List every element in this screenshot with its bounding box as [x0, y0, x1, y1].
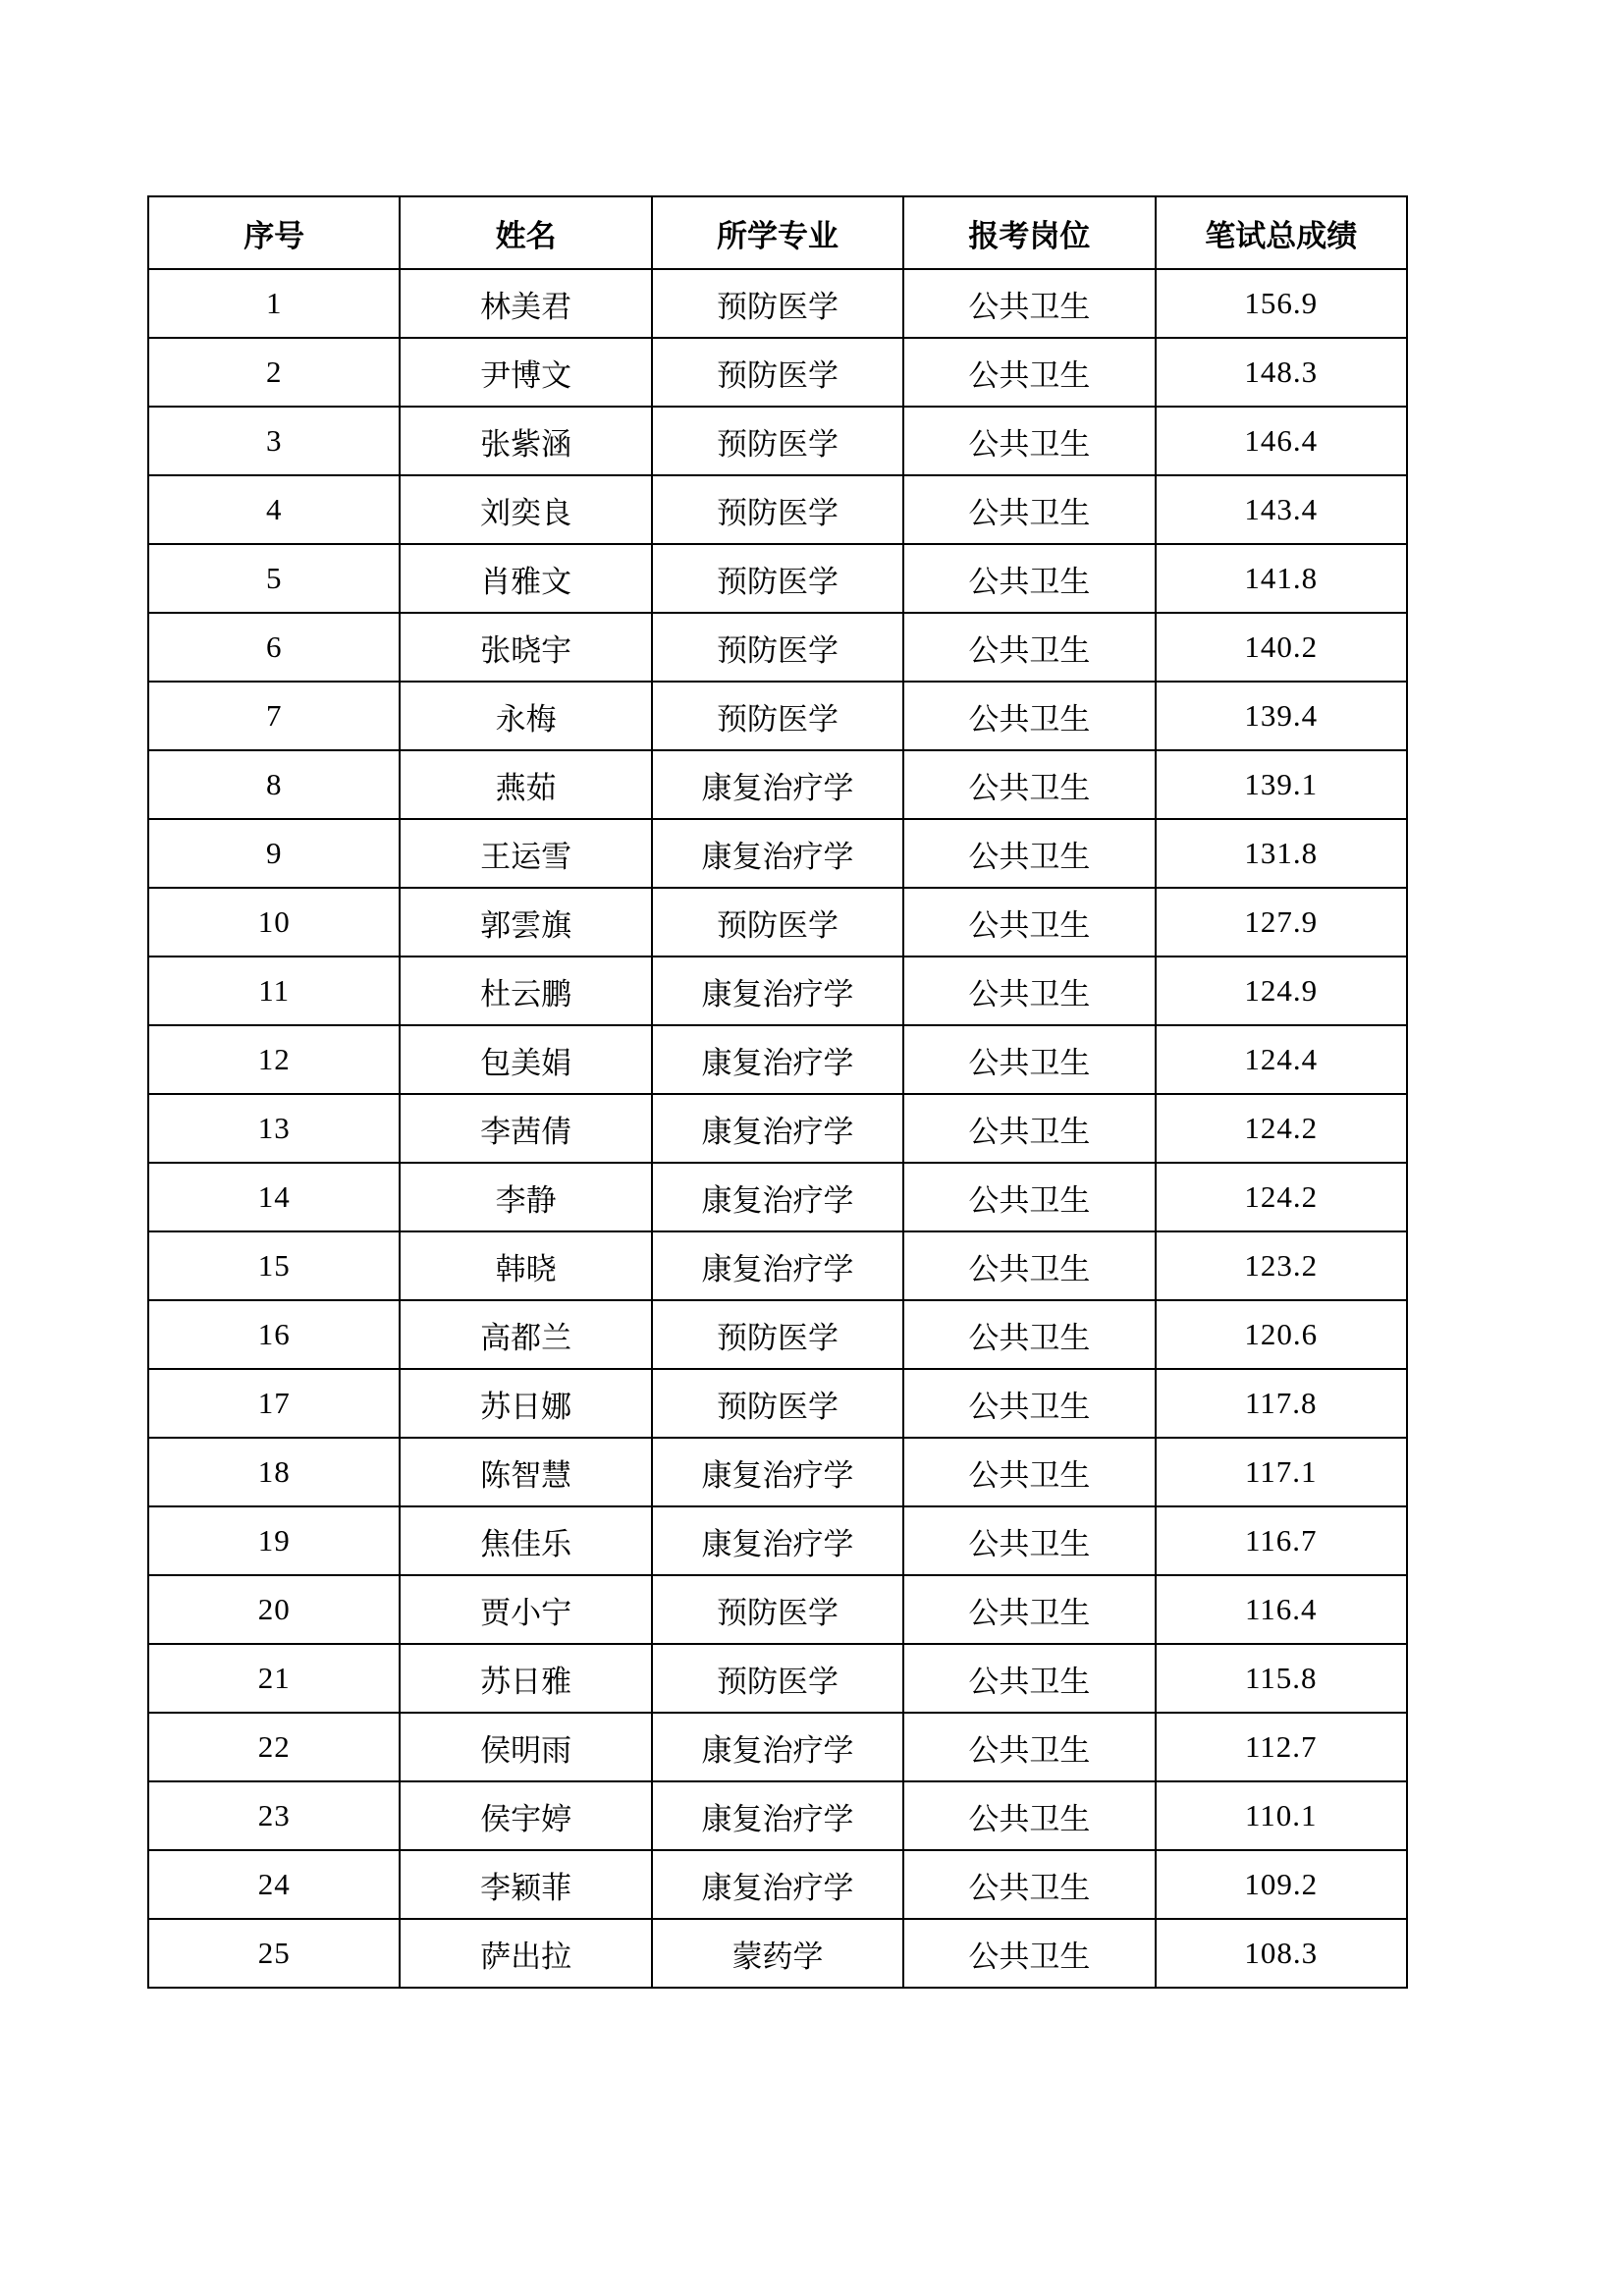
- cell-position: 公共卫生: [903, 1644, 1155, 1713]
- cell-major: 康复治疗学: [652, 1850, 903, 1919]
- cell-score: 139.4: [1156, 682, 1407, 750]
- cell-major: 预防医学: [652, 407, 903, 475]
- header-index: 序号: [148, 196, 400, 269]
- cell-major: 预防医学: [652, 475, 903, 544]
- table-body: [148, 269, 1407, 1988]
- cell-index: 15: [148, 1231, 400, 1300]
- header-name: 姓名: [400, 196, 651, 269]
- cell-position: 公共卫生: [903, 1231, 1155, 1300]
- table-row: [148, 1713, 1407, 1781]
- cell-index: 1: [148, 269, 400, 338]
- cell-index: 12: [148, 1025, 400, 1094]
- cell-score: 109.2: [1156, 1850, 1407, 1919]
- cell-position: 公共卫生: [903, 613, 1155, 682]
- cell-name: 侯明雨: [400, 1713, 651, 1781]
- table-row: [148, 1369, 1407, 1438]
- table-row: [148, 1644, 1407, 1713]
- table-row: [148, 269, 1407, 338]
- cell-name: 李静: [400, 1163, 651, 1231]
- cell-name: 永梅: [400, 682, 651, 750]
- cell-major: 康复治疗学: [652, 957, 903, 1025]
- table-row: [148, 1506, 1407, 1575]
- cell-major: 预防医学: [652, 888, 903, 957]
- cell-position: 公共卫生: [903, 1919, 1155, 1988]
- cell-name: 陈智慧: [400, 1438, 651, 1506]
- cell-position: 公共卫生: [903, 269, 1155, 338]
- cell-name: 苏日雅: [400, 1644, 651, 1713]
- cell-index: 25: [148, 1919, 400, 1988]
- cell-index: 23: [148, 1781, 400, 1850]
- cell-major: 预防医学: [652, 544, 903, 613]
- cell-position: 公共卫生: [903, 338, 1155, 407]
- cell-score: 156.9: [1156, 269, 1407, 338]
- cell-score: 120.6: [1156, 1300, 1407, 1369]
- cell-name: 苏日娜: [400, 1369, 651, 1438]
- cell-name: 杜云鹏: [400, 957, 651, 1025]
- cell-major: 预防医学: [652, 1644, 903, 1713]
- cell-name: 王运雪: [400, 819, 651, 888]
- header-position: 报考岗位: [903, 196, 1155, 269]
- cell-index: 6: [148, 613, 400, 682]
- cell-position: 公共卫生: [903, 1781, 1155, 1850]
- cell-name: 包美娟: [400, 1025, 651, 1094]
- table-row: [148, 1850, 1407, 1919]
- cell-major: 预防医学: [652, 338, 903, 407]
- cell-index: 21: [148, 1644, 400, 1713]
- cell-name: 李茜倩: [400, 1094, 651, 1163]
- cell-index: 4: [148, 475, 400, 544]
- cell-major: 蒙药学: [652, 1919, 903, 1988]
- table-row: [148, 475, 1407, 544]
- table-row: [148, 613, 1407, 682]
- table-row: [148, 1025, 1407, 1094]
- cell-index: 5: [148, 544, 400, 613]
- cell-score: 140.2: [1156, 613, 1407, 682]
- cell-index: 17: [148, 1369, 400, 1438]
- cell-index: 19: [148, 1506, 400, 1575]
- cell-index: 16: [148, 1300, 400, 1369]
- cell-score: 146.4: [1156, 407, 1407, 475]
- cell-position: 公共卫生: [903, 1300, 1155, 1369]
- cell-major: 康复治疗学: [652, 750, 903, 819]
- cell-score: 123.2: [1156, 1231, 1407, 1300]
- cell-name: 萨出拉: [400, 1919, 651, 1988]
- cell-position: 公共卫生: [903, 1575, 1155, 1644]
- cell-score: 108.3: [1156, 1919, 1407, 1988]
- cell-position: 公共卫生: [903, 682, 1155, 750]
- cell-major: 预防医学: [652, 1300, 903, 1369]
- cell-major: 康复治疗学: [652, 1025, 903, 1094]
- table-row: [148, 682, 1407, 750]
- cell-major: 预防医学: [652, 682, 903, 750]
- cell-score: 112.7: [1156, 1713, 1407, 1781]
- cell-index: 22: [148, 1713, 400, 1781]
- table-row: [148, 1163, 1407, 1231]
- table-row: [148, 544, 1407, 613]
- cell-name: 韩晓: [400, 1231, 651, 1300]
- cell-score: 115.8: [1156, 1644, 1407, 1713]
- table-row: [148, 1919, 1407, 1988]
- cell-index: 24: [148, 1850, 400, 1919]
- cell-major: 预防医学: [652, 269, 903, 338]
- cell-name: 张晓宇: [400, 613, 651, 682]
- cell-position: 公共卫生: [903, 544, 1155, 613]
- cell-name: 刘奕良: [400, 475, 651, 544]
- cell-name: 郭雲旗: [400, 888, 651, 957]
- cell-position: 公共卫生: [903, 1163, 1155, 1231]
- cell-major: 预防医学: [652, 1369, 903, 1438]
- cell-name: 高都兰: [400, 1300, 651, 1369]
- table-row: [148, 1781, 1407, 1850]
- cell-score: 148.3: [1156, 338, 1407, 407]
- table-row: [148, 1094, 1407, 1163]
- table-row: [148, 750, 1407, 819]
- cell-position: 公共卫生: [903, 1850, 1155, 1919]
- cell-score: 139.1: [1156, 750, 1407, 819]
- cell-index: 13: [148, 1094, 400, 1163]
- score-table: [147, 195, 1408, 1989]
- cell-score: 117.1: [1156, 1438, 1407, 1506]
- cell-score: 124.4: [1156, 1025, 1407, 1094]
- cell-name: 李颖菲: [400, 1850, 651, 1919]
- cell-name: 尹博文: [400, 338, 651, 407]
- header-major: 所学专业: [652, 196, 903, 269]
- cell-score: 124.2: [1156, 1094, 1407, 1163]
- cell-index: 3: [148, 407, 400, 475]
- cell-name: 肖雅文: [400, 544, 651, 613]
- cell-name: 贾小宁: [400, 1575, 651, 1644]
- cell-score: 143.4: [1156, 475, 1407, 544]
- cell-index: 18: [148, 1438, 400, 1506]
- cell-position: 公共卫生: [903, 407, 1155, 475]
- table-row: [148, 1438, 1407, 1506]
- cell-major: 康复治疗学: [652, 1231, 903, 1300]
- cell-name: 焦佳乐: [400, 1506, 651, 1575]
- table-header-row: [148, 196, 1407, 269]
- cell-position: 公共卫生: [903, 1025, 1155, 1094]
- cell-position: 公共卫生: [903, 1713, 1155, 1781]
- cell-score: 141.8: [1156, 544, 1407, 613]
- cell-name: 林美君: [400, 269, 651, 338]
- table-row: [148, 819, 1407, 888]
- cell-index: 9: [148, 819, 400, 888]
- cell-score: 116.7: [1156, 1506, 1407, 1575]
- cell-index: 8: [148, 750, 400, 819]
- cell-position: 公共卫生: [903, 957, 1155, 1025]
- cell-major: 康复治疗学: [652, 1094, 903, 1163]
- cell-position: 公共卫生: [903, 1438, 1155, 1506]
- table-row: [148, 338, 1407, 407]
- cell-major: 康复治疗学: [652, 1781, 903, 1850]
- cell-major: 康复治疗学: [652, 1713, 903, 1781]
- cell-major: 康复治疗学: [652, 1438, 903, 1506]
- cell-name: 张紫涵: [400, 407, 651, 475]
- cell-index: 11: [148, 957, 400, 1025]
- cell-position: 公共卫生: [903, 1369, 1155, 1438]
- table-row: [148, 957, 1407, 1025]
- cell-position: 公共卫生: [903, 475, 1155, 544]
- table-row: [148, 888, 1407, 957]
- cell-major: 康复治疗学: [652, 1163, 903, 1231]
- table-row: [148, 407, 1407, 475]
- cell-major: 康复治疗学: [652, 819, 903, 888]
- cell-index: 14: [148, 1163, 400, 1231]
- cell-index: 2: [148, 338, 400, 407]
- cell-major: 预防医学: [652, 613, 903, 682]
- cell-position: 公共卫生: [903, 819, 1155, 888]
- cell-position: 公共卫生: [903, 750, 1155, 819]
- table-row: [148, 1575, 1407, 1644]
- cell-position: 公共卫生: [903, 888, 1155, 957]
- cell-major: 康复治疗学: [652, 1506, 903, 1575]
- table-row: [148, 1300, 1407, 1369]
- header-score: 笔试总成绩: [1156, 196, 1407, 269]
- cell-position: 公共卫生: [903, 1506, 1155, 1575]
- cell-name: 侯宇婷: [400, 1781, 651, 1850]
- cell-index: 7: [148, 682, 400, 750]
- table-row: [148, 1231, 1407, 1300]
- cell-score: 116.4: [1156, 1575, 1407, 1644]
- cell-score: 117.8: [1156, 1369, 1407, 1438]
- cell-score: 131.8: [1156, 819, 1407, 888]
- cell-score: 124.9: [1156, 957, 1407, 1025]
- cell-index: 10: [148, 888, 400, 957]
- cell-score: 110.1: [1156, 1781, 1407, 1850]
- cell-major: 预防医学: [652, 1575, 903, 1644]
- cell-score: 127.9: [1156, 888, 1407, 957]
- cell-index: 20: [148, 1575, 400, 1644]
- cell-name: 燕茹: [400, 750, 651, 819]
- cell-score: 124.2: [1156, 1163, 1407, 1231]
- cell-position: 公共卫生: [903, 1094, 1155, 1163]
